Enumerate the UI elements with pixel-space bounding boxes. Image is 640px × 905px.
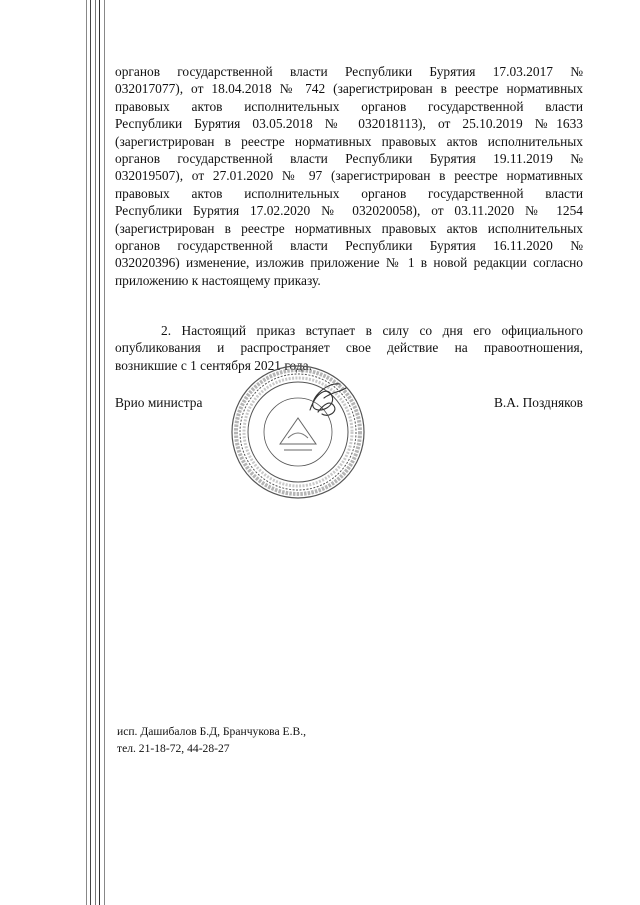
- text-line: 032019507), от 27.01.2020 № 97 (зарегистрирован в реестре нормативных: [115, 168, 583, 184]
- binding-edge-line: [95, 0, 96, 905]
- text-line: опубликования и распространяет свое действие на правоотношения,: [115, 340, 583, 356]
- official-seal-stamp: [228, 362, 368, 502]
- text-line: возникшие с 1 сентября 2021 года.: [115, 357, 312, 373]
- binding-edge-line: [86, 0, 87, 905]
- executor-phones: тел. 21-18-72, 44-28-27: [117, 742, 230, 755]
- text-line: органов государственной власти Республики Бурятия 19.11.2019 №: [115, 151, 583, 167]
- text-line: (зарегистрирован в реестре нормативных правовых актов исполнительных: [115, 133, 583, 149]
- text-line: приложению к настоящему приказу.: [115, 272, 321, 288]
- text-line: правовых актов исполнительных органов государственной власти: [115, 185, 583, 201]
- binding-edge-line: [99, 0, 100, 905]
- signer-name: В.А. Поздняков: [493, 395, 583, 410]
- binding-edge-line: [90, 0, 91, 905]
- text-line: Республики Бурятия 03.05.2018 № 032018113), от 25.10.2019 №1633: [115, 116, 583, 132]
- text-line: органов государственной власти Республики Бурятия 17.03.2017 №: [115, 64, 583, 79]
- text-line: (зарегистрирован в реестре нормативных правовых актов исполнительных: [115, 220, 583, 236]
- executor-names: исп. Дашибалов Б.Д, Бранчукова Е.В.,: [117, 725, 307, 738]
- binding-edge-line: [104, 0, 105, 905]
- text-line: 032017077), от 18.04.2018 № 742 (зарегистрирован в реестре нормативных: [115, 81, 583, 97]
- text-line: Республики Бурятия 17.02.2020 № 032020058), от 03.11.2020 № 1254: [115, 203, 583, 219]
- signer-position: Врио министра: [115, 395, 203, 410]
- text-line: правовых актов исполнительных органов государственной власти: [115, 98, 583, 114]
- text-line: 2. Настоящий приказ вступает в силу со дня его официального: [161, 323, 583, 338]
- paragraph-1: [115, 63, 583, 289]
- text-line: 032020396) изменение, изложив приложение № 1 в новой редакции согласно: [115, 255, 583, 271]
- executor-info: [117, 723, 306, 757]
- text-line: органов государственной власти Республики Бурятия 16.11.2020 №: [115, 238, 583, 254]
